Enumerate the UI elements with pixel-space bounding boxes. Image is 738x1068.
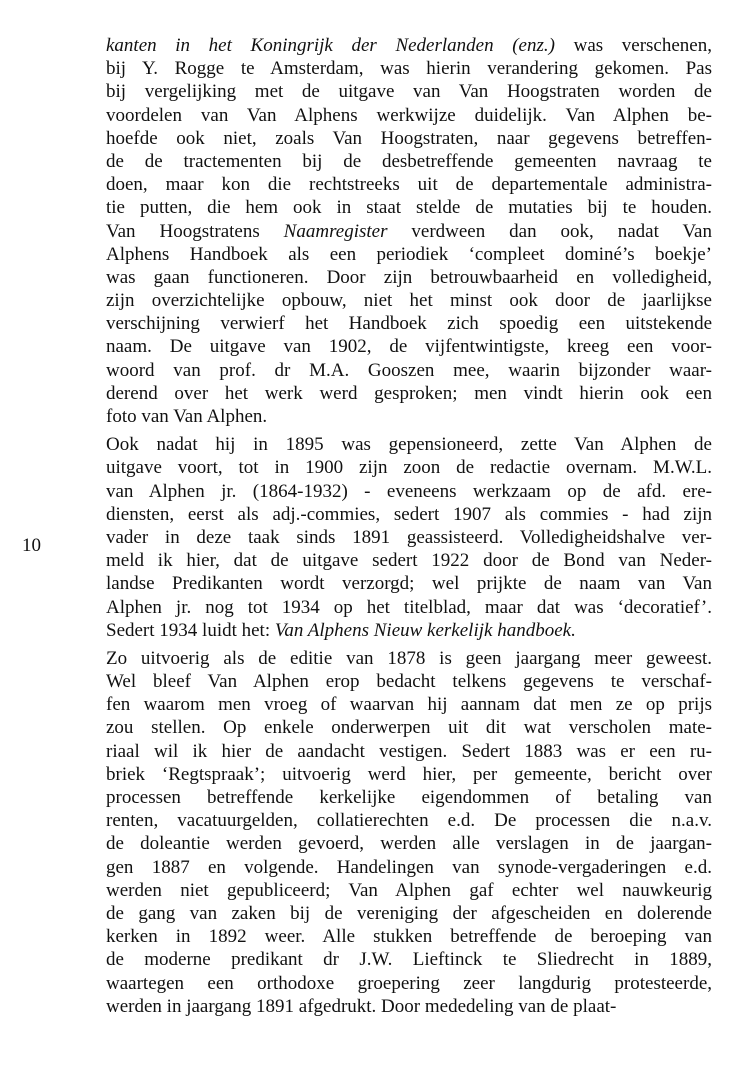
text-line xyxy=(106,619,712,642)
text-line xyxy=(106,104,712,127)
text-line xyxy=(106,312,712,335)
text-segment: Van Hoogstratens xyxy=(106,220,284,242)
italic-text: kanten in het Koningrijk der Nederlanden (enz.) xyxy=(106,35,555,56)
text-segment: Alphens Handboek als een periodiek ‘compleet dominé’s boekje’ xyxy=(106,243,712,265)
text-segment: diensten, eerst als adj.-commies, sedert 1907 als commies - had zijn xyxy=(106,503,712,525)
text-line xyxy=(106,549,712,572)
text-segment: tie putten, die hem ook in staat stelde de mutaties bij te houden. xyxy=(106,197,712,219)
text-segment: riaal wil ik hier de aandacht vestigen. Sedert 1883 was er een ru- xyxy=(106,740,712,762)
text-segment: werden niet gepubliceerd; Van Alphen gaf echter wel nauwkeurig xyxy=(106,879,712,901)
text-line xyxy=(106,763,712,786)
text-segment: processen betreffende kerkelijke eigendommen of betaling van xyxy=(106,787,712,808)
paragraph xyxy=(106,433,712,642)
text-segment: woord van prof. dr M.A. Gooszen mee, waarin bijzonder waar- xyxy=(106,359,712,381)
text-segment: derend over het werk werd gesproken; men vindt hierin ook een xyxy=(106,382,712,404)
text-line xyxy=(106,503,712,526)
text-line xyxy=(106,359,712,382)
text-line xyxy=(106,34,712,57)
text-segment: zou stellen. Op enkele onderwerpen uit dit wat verscholen mate- xyxy=(106,717,712,739)
text-line xyxy=(106,879,712,902)
text-segment: meld ik hier, dat de uitgave sedert 1922 door de Bond van Neder- xyxy=(106,550,712,572)
text-line xyxy=(106,809,712,832)
text-line xyxy=(106,740,712,763)
text-segment: bij Y. Rogge te Amsterdam, was hierin verandering gekomen. Pas xyxy=(106,58,712,80)
text-segment: foto van Van Alphen. xyxy=(106,406,268,427)
text-line xyxy=(106,693,712,716)
text-segment: briek ‘Regtspraak’; uitvoerig werd hier, per gemeente, bericht over xyxy=(106,763,712,785)
text-segment: van Alphen jr. (1864-1932) - eveneens werkzaam op de afd. ere- xyxy=(106,480,712,502)
text-segment: de de tractementen bij de desbetreffende gemeenten navraag te xyxy=(106,150,712,172)
text-line xyxy=(106,266,712,289)
text-segment: bij vergelijking met de uitgave van Van Hoogstraten worden de xyxy=(106,81,712,103)
text-line xyxy=(106,80,712,103)
text-segment: vader in deze taak sinds 1891 geassisteerd. Volledigheidshalve ver- xyxy=(106,526,712,548)
text-segment: Alphen jr. nog tot 1934 op het titelblad, maar dat was ‘decoratief’. xyxy=(106,596,712,618)
text-line xyxy=(106,480,712,503)
italic-text: Naamregister xyxy=(283,220,388,242)
text-segment: doen, maar kon die rechtstreeks uit de departementale administra- xyxy=(106,174,712,196)
text-segment: de gang van zaken bij de vereniging der afgescheiden en dolerende xyxy=(106,902,712,924)
text-line xyxy=(106,382,712,405)
paragraph xyxy=(106,647,712,1018)
text-line xyxy=(106,127,712,150)
text-segment: uitgave voort, tot in 1900 zijn zoon de redactie overnam. M.W.L. xyxy=(106,457,712,479)
text-line xyxy=(106,433,712,456)
text-segment: voordelen van Van Alphens werkwijze duidelijk. Van Alphen be- xyxy=(106,104,712,126)
text-segment: de moderne predikant dr J.W. Lieftinck te Sliedrecht in 1889, xyxy=(106,949,712,971)
text-line xyxy=(106,902,712,925)
text-line xyxy=(106,405,712,428)
text-line xyxy=(106,526,712,549)
text-segment: waartegen een orthodoxe groepering zeer langdurig protesteerde, xyxy=(106,972,712,994)
text-segment: werden in jaargang 1891 afgedrukt. Door mededeling van de plaat- xyxy=(106,995,617,1017)
text-segment: was verschenen, xyxy=(554,35,712,56)
text-line xyxy=(106,243,712,266)
text-segment: renten, vacatuurgelden, collatierechten e.d. De processen die n.a.v. xyxy=(106,810,712,832)
text-line xyxy=(106,596,712,619)
text-line xyxy=(106,995,712,1018)
text-segment: Zo uitvoerig als de editie van 1878 is geen jaargang meer geweest. xyxy=(106,647,712,669)
text-line xyxy=(106,972,712,995)
text-line xyxy=(106,150,712,173)
text-segment: landse Predikanten wordt verzorgd; wel prijkte de naam van Van xyxy=(106,573,712,595)
text-segment: Sedert 1934 luidt het: xyxy=(106,619,275,641)
text-line xyxy=(106,220,712,243)
text-segment: Ook nadat hij in 1895 was gepensioneerd, zette Van Alphen de xyxy=(106,434,712,456)
text-line xyxy=(106,716,712,739)
text-line xyxy=(106,832,712,855)
text-line xyxy=(106,572,712,595)
text-segment: kerken in 1892 weer. Alle stukken betreffende de beroeping van xyxy=(106,926,712,948)
text-segment: Wel bleef Van Alphen erop bedacht telkens gegevens te verschaf- xyxy=(106,671,712,693)
text-line xyxy=(106,335,712,358)
text-line xyxy=(106,57,712,80)
text-segment: hoefde ook niet, zoals Van Hoogstraten, naar gegevens betreffen- xyxy=(106,127,712,149)
text-line xyxy=(106,456,712,479)
margin-page-number: 10 xyxy=(22,535,41,556)
paragraph xyxy=(106,34,712,428)
text-line xyxy=(106,786,712,809)
text-segment: was gaan functioneren. Door zijn betrouwbaarheid en volledigheid, xyxy=(106,266,712,288)
text-line xyxy=(106,289,712,312)
text-segment: verdween dan ook, nadat Van xyxy=(387,220,712,242)
text-line xyxy=(106,925,712,948)
text-line xyxy=(106,670,712,693)
text-segment: zijn overzichtelijke opbouw, niet het minst ook door de jaarlijkse xyxy=(106,290,712,312)
text-segment: naam. De uitgave van 1902, de vijfentwintigste, kreeg een voor- xyxy=(106,336,712,358)
text-segment: de doleantie werden gevoerd, werden alle verslagen in de jaargan- xyxy=(106,833,712,855)
text-line xyxy=(106,948,712,971)
italic-text: Van Alphens Nieuw kerkelijk handboek. xyxy=(274,619,576,641)
text-segment: verschijning verwierf het Handboek zich spoedig een uitstekende xyxy=(106,313,712,335)
text-line xyxy=(106,173,712,196)
text-line xyxy=(106,196,712,219)
body-text xyxy=(106,34,712,1023)
text-segment: fen waarom men vroeg of waarvan hij aannam dat men ze op prijs xyxy=(106,694,712,716)
text-line xyxy=(106,647,712,670)
text-line xyxy=(106,856,712,879)
text-segment: gen 1887 en volgende. Handelingen van synode-vergaderingen e.d. xyxy=(106,856,712,878)
